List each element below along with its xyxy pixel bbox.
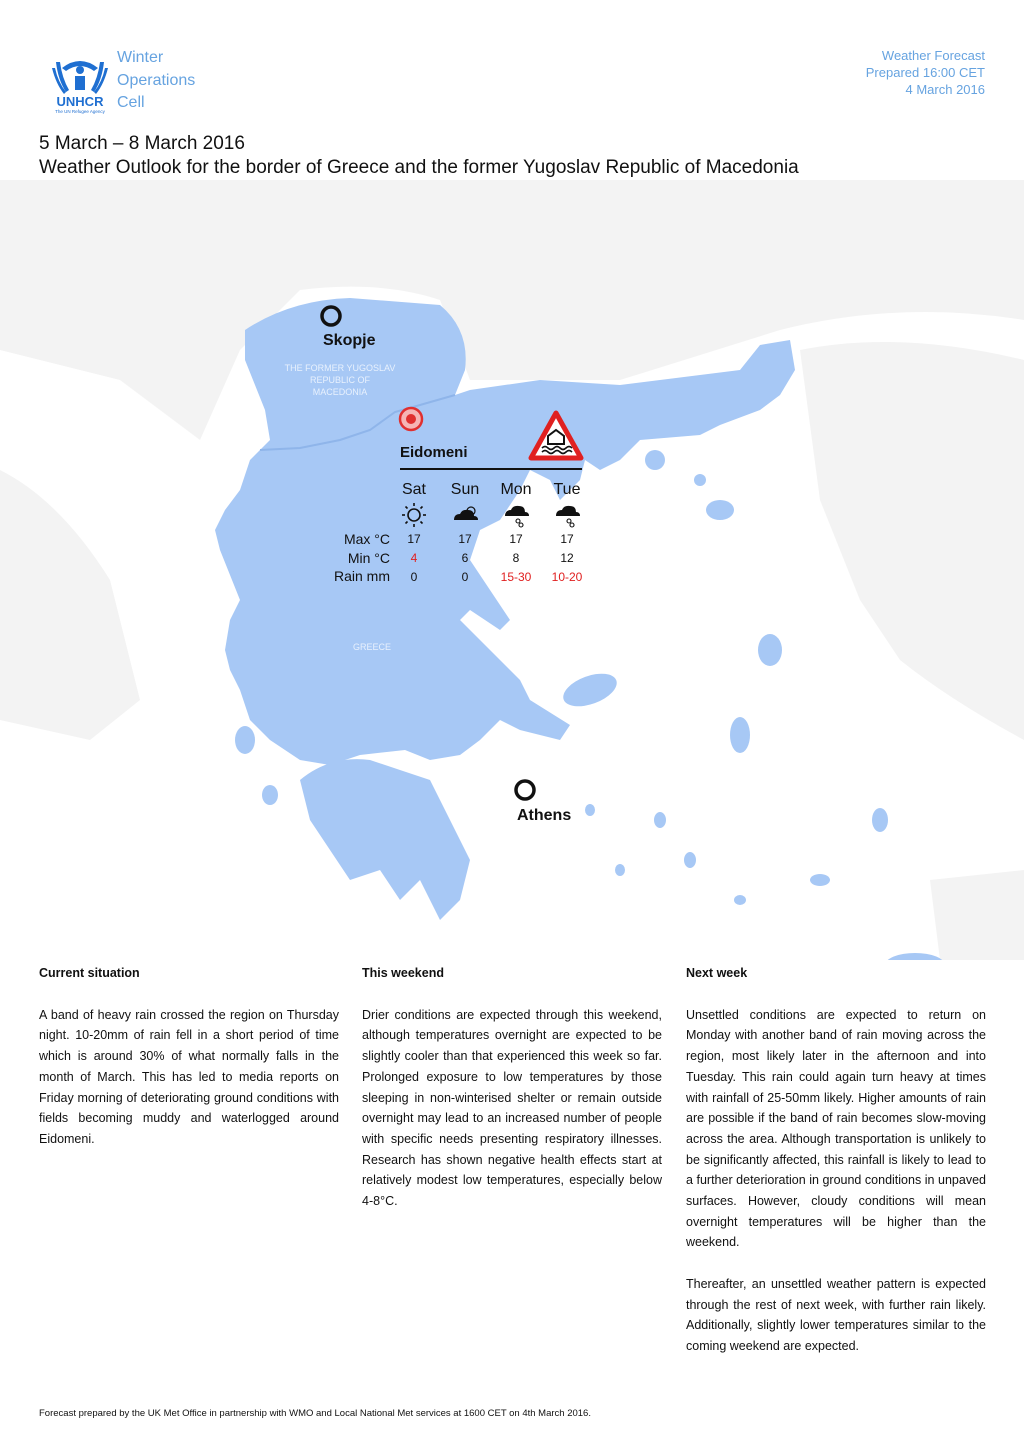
rain-amount: 10-20 — [551, 570, 583, 584]
max-temp: 17 — [407, 532, 421, 546]
section-weekend — [362, 963, 662, 1232]
prepared-line: 4 March 2016 — [905, 82, 985, 97]
forecast-day: Mon — [500, 481, 532, 498]
city-label-skopje: Skopje — [323, 332, 376, 349]
unit-line: Operations — [117, 71, 196, 89]
min-temp: 8 — [512, 551, 520, 565]
section-paragraph: Unsettled conditions are expected to return on Monday with another band of rain moving across the region, most likely later in the afternoon and into Tuesday. This rain could again turn heavy at times with rainfall of 25-50mm likely. Higher amounts of rain are possible if the band of rain becomes slow-moving across the area. Although transportation is unlikely to be significantly affected, this rainfall is likely to lead to a further deterioration in ground conditions in unpaved surfaces. However, cloudy conditions will mean overnight temperatures will be higher than the weekend. — [686, 1007, 986, 1250]
min-temp: 4 — [410, 551, 418, 565]
forecast-day: Tue — [553, 481, 581, 498]
unhcr-logo — [48, 48, 112, 114]
forecast-day: Sat — [401, 481, 426, 498]
section-paragraph: Drier conditions are expected through this weekend, although temperatures overnight are expected to be slightly cooler than that experienced this week so far. Prolonged exposure to low temperatures by those sleeping in non-winterised shelter or remain outside overnight may lead to an increased number of people with specific needs presenting respiratory illnesses. Research has shown negative health effects start at relatively modest low temperatures, especially below 4-8°C. — [362, 1007, 662, 1209]
flood-warning-icon — [528, 410, 584, 462]
forecast-divider — [400, 468, 582, 470]
forecast-location: Eidomeni — [400, 444, 468, 461]
rain-cloud-icon — [501, 502, 531, 528]
row-label-max: Max °C — [343, 531, 390, 547]
eidomeni-marker — [400, 408, 422, 430]
rain-amount: 0 — [410, 570, 418, 584]
row-label-min: Min °C — [347, 550, 390, 566]
row-label-rain: Rain mm — [333, 568, 390, 584]
footer-note: Forecast prepared by the UK Met Office in partnership with WMO and Local National Met services at 1600 CET on 4th March 2016. — [39, 1408, 591, 1419]
section-heading: This weekend — [362, 966, 444, 980]
max-temp: 17 — [560, 532, 574, 546]
section-current — [39, 963, 339, 1170]
city-label-athens: Athens — [517, 807, 572, 824]
section-heading: Current situation — [39, 966, 140, 980]
unit-line: Cell — [117, 94, 145, 111]
org-subtitle: The UN Refugee Agency — [55, 109, 105, 114]
unit-line: Winter — [117, 49, 164, 66]
section-heading: Next week — [686, 966, 748, 980]
prepared-line: Prepared 16:00 CET — [865, 65, 985, 80]
page-title: Weather Outlook for the border of Greece and the former Yugoslav Republic of Macedonia — [39, 157, 799, 178]
rain-amount: 15-30 — [500, 570, 532, 584]
section-paragraph: Thereafter, an unsettled weather pattern is expected through the rest of next week, with further rain likely. Additionally, slightly lower temperatures similar to the coming weekend are expected. — [686, 1276, 986, 1353]
date-range: 5 March – 8 March 2016 — [39, 133, 245, 154]
section-paragraph: A band of heavy rain crossed the region on Thursday night. 10-20mm of rain fell in a short period of time which is around 30% of what normally falls in the month of March. This has led to media reports on Friday morning of deteriorating ground conditions with fields becoming muddy and waterlogged around Eidomeni. — [39, 1007, 339, 1146]
max-temp: 17 — [458, 532, 472, 546]
org-name: UNHCR — [56, 94, 104, 109]
forecast-day: Sun — [450, 481, 480, 498]
prepared-line: Weather Forecast — [881, 48, 985, 63]
region-label-greece: GREECE — [352, 642, 391, 652]
max-temp: 17 — [509, 532, 523, 546]
sun-icon — [399, 502, 429, 528]
prepared-info — [866, 47, 985, 98]
unit-name — [117, 47, 195, 115]
rain-cloud-icon — [552, 502, 582, 528]
region-label-macedonia: THE FORMER YUGOSLAV REPUBLIC OF MACEDONIA — [284, 363, 396, 397]
rain-amount: 0 — [461, 570, 469, 584]
athens-marker — [516, 781, 534, 799]
cloud-icon — [450, 502, 480, 528]
section-next-week — [686, 963, 986, 1377]
min-temp: 12 — [560, 551, 574, 565]
min-temp: 6 — [461, 551, 469, 565]
